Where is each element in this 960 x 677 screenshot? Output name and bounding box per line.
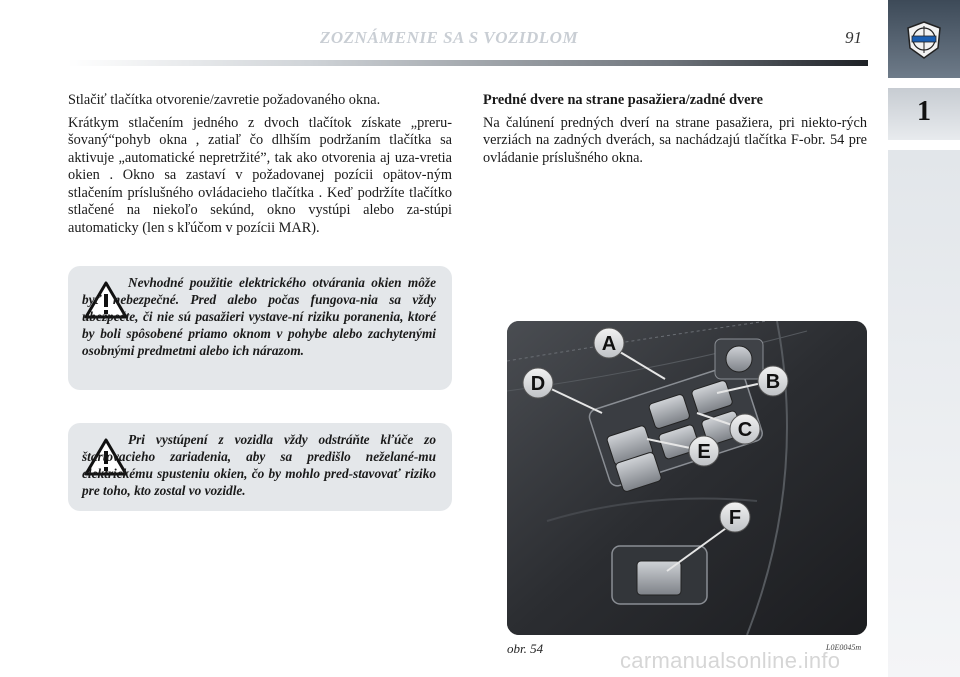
warning-box (68, 266, 452, 390)
page-number: 91 (845, 28, 862, 47)
paragraph: Stlačiť tlačítka otvorenie/zavretie požadovaného okna. (68, 92, 381, 108)
figure-code: L0E0045m (826, 643, 862, 652)
warning-text: Nevhodné použitie elektrického otvárania okien môže byť nebezpečné. Pred alebo počas fungova-nia sa vždy ubezpečte, či nie sú pasažieri vystave-ní riziku poranenia, ktoré by boli spôsobené priamo oknom v pohybe alebo zachytenými osobnými predmetmi alebo ich nárazom. (82, 275, 436, 358)
lancia-logo-icon (904, 20, 944, 60)
warning-text: Pri vystúpení z vozidla vždy odstráňte kľúče zo štartovacieho zariadenia, aby sa predišlo neželané-mu elektrickému spusteniu okien, čo by mohlo pred-stavovať riziko pre toho, kto zostal vo vozidle. (82, 432, 436, 498)
callout-label: F (728, 507, 742, 529)
warning-box (68, 423, 452, 511)
left-column (68, 92, 452, 242)
section-heading: Predné dvere na strane pasažiera/zadné dvere (483, 92, 763, 108)
watermark: carmanualsonline.info (620, 648, 841, 673)
page-title: ZOZNÁMENIE SA S VOZIDLOM (320, 28, 579, 47)
figure-window-controls (507, 321, 867, 635)
callout-label: E (697, 441, 711, 463)
door-panel-illustration (507, 321, 867, 635)
right-column (483, 92, 867, 167)
callout-label: C (737, 419, 753, 441)
figure-caption: obr. 54 (507, 641, 544, 656)
paragraph: Na čalúnení predných dverí na strane pasažiera, pri niekto-rých verziách na zadných dverách, sa nachádzajú tlačítka F-obr. 54 pre ovládanie príslušného okna. (483, 114, 867, 166)
callout-label: A (601, 333, 617, 355)
header-rule (68, 60, 868, 66)
tab-stripe (888, 150, 960, 677)
callout-label: D (530, 373, 546, 395)
chapter-number: 1 (917, 96, 931, 127)
callout-label: B (765, 371, 781, 393)
paragraph: Krátkym stlačením jedného z dvoch tlačítok získate „preru-šovaný“pohyb okna , zatiaľ čo dlhším podržaním tlačítka sa aktivuje „automatické nepretržité”, tak ako otvorenia aj uza-vretia okien . Okno sa zastaví v požadovanej pozícii opätov-ným stlačením príslušného ovládacieho tlačítka . Keď podržíte tlačítko stlačené na niekoľo sekúnd, okno vystúpi alebo za-stúpi automaticky (len s kľúčom v pozícii MAR). (68, 114, 452, 236)
